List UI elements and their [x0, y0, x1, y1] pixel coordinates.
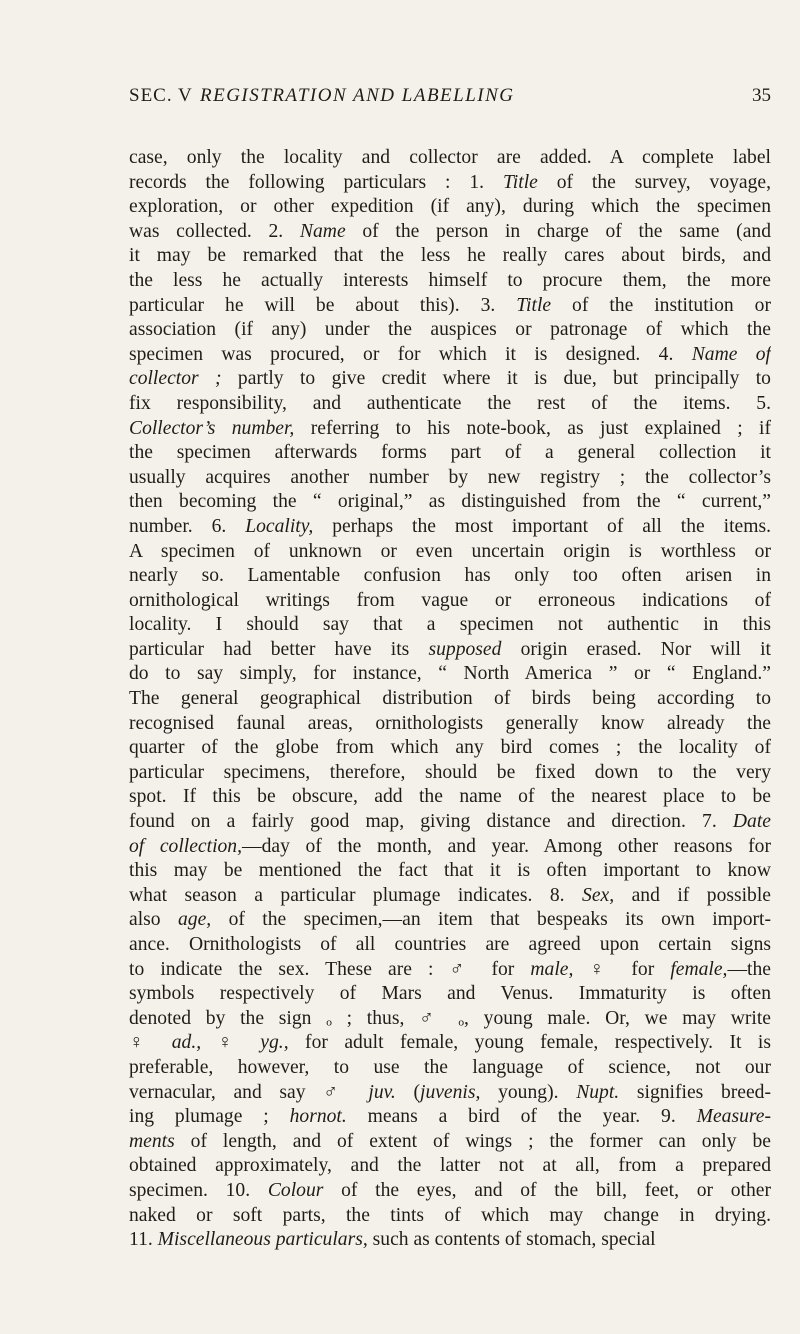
text-line — [129, 564, 771, 589]
text-run: for adult female, young female, respectively. It is — [288, 1032, 771, 1054]
text-run: the specimen afterwards forms part of a general collection it — [129, 442, 771, 464]
text-run: and if possible — [614, 884, 771, 906]
text-run: young). — [480, 1081, 577, 1103]
text-line — [129, 638, 771, 663]
text-run: preferable, however, to use the language of science, not our — [129, 1056, 771, 1078]
text-run: A specimen of unknown or even uncertain origin is worthless or — [129, 540, 771, 562]
text-line — [129, 662, 771, 687]
text-line — [129, 1154, 771, 1179]
text-line — [129, 736, 771, 761]
text-run: specimen was procured, or for which it is designed. 4. — [129, 343, 692, 365]
text-line — [129, 589, 771, 614]
text-line — [129, 1204, 771, 1229]
running-head — [129, 82, 771, 110]
text-run: the less he actually interests himself to procure them, the more — [129, 269, 771, 291]
text-run: such as contents of stomach, special — [367, 1229, 656, 1251]
italic-text: Date — [732, 811, 771, 833]
text-run: fix responsibility, and authenticate the rest of the items. 5. — [129, 392, 771, 414]
text-run: 11. — [129, 1229, 158, 1251]
text-line — [129, 318, 771, 343]
text-run: also — [129, 909, 178, 931]
text-run: ing plumage ; — [129, 1106, 290, 1128]
text-run: of the survey, voyage, — [537, 171, 771, 193]
text-line — [129, 712, 771, 737]
italic-text: yg., — [260, 1032, 289, 1054]
text-line — [129, 958, 771, 983]
text-run: locality. I should say that a specimen not authentic in this — [129, 614, 771, 636]
text-run: naked or soft parts, the tints of which may change in drying. — [129, 1204, 771, 1226]
italic-text: Colour — [267, 1179, 324, 1201]
text-line — [129, 1228, 771, 1253]
text-run: what season a particular plumage indicates. 8. — [129, 884, 583, 906]
text-line — [129, 244, 771, 269]
italic-text: juvenis, — [420, 1081, 481, 1103]
text-run: particular had better have its — [129, 638, 429, 660]
text-run: signifies breed- — [619, 1081, 771, 1103]
italic-text: Sex, — [582, 884, 615, 906]
text-run: vernacular, and say ♂ — [129, 1081, 369, 1103]
text-line — [129, 417, 771, 442]
text-run: case, only the locality and collector are added. A complete label — [129, 147, 771, 168]
text-run: obtained approximately, and the latter not at all, from a prepared — [129, 1155, 771, 1177]
text-run: nearly so. Lamentable confusion has only too often arisen in — [129, 565, 771, 587]
text-line — [129, 613, 771, 638]
text-run: specimen. 10. — [129, 1179, 268, 1201]
text-line — [129, 835, 771, 860]
italic-text: of collection, — [129, 835, 243, 857]
text-line — [129, 441, 771, 466]
text-run: denoted by the sign ₒ ; thus, ♂ ₒ, young male. Or, we may write — [129, 1007, 771, 1029]
page-number: 35 — [752, 85, 771, 106]
italic-text: male, — [530, 958, 574, 980]
text-line — [129, 1007, 771, 1032]
text-line — [129, 269, 771, 294]
italic-text: Collector’s number, — [129, 417, 295, 439]
text-run: do to say simply, for instance, “ North America ” or “ England.” — [129, 663, 771, 685]
text-line — [129, 1179, 771, 1204]
text-run: The general geographical distribution of birds being according to — [129, 688, 771, 710]
text-line — [129, 884, 771, 909]
text-run: referring to his note-book, as just explained ; if — [294, 417, 771, 439]
text-run: ♀ — [201, 1032, 261, 1054]
italic-text: juv. — [368, 1081, 396, 1103]
text-line — [129, 1081, 771, 1106]
text-line — [129, 908, 771, 933]
text-run: particular specimens, therefore, should be fixed down to the very — [129, 761, 771, 783]
text-run: usually acquires another number by new registry ; the collector’s — [129, 466, 771, 488]
text-line — [129, 466, 771, 491]
text-line — [129, 490, 771, 515]
italic-text: Nupt. — [576, 1081, 620, 1103]
italic-text: Locality, — [245, 515, 314, 537]
text-run: of the eyes, and of the bill, feet, or other — [323, 1179, 771, 1201]
text-run: particular he will be about this). 3. — [129, 294, 517, 316]
italic-text: supposed — [428, 638, 502, 660]
text-line — [129, 294, 771, 319]
text-run: perhaps the most important of all the items. — [313, 515, 771, 537]
text-line — [129, 392, 771, 417]
text-run: exploration, or other expedition (if any), during which the specimen — [129, 196, 771, 218]
text-run: origin erased. Nor will it — [501, 638, 771, 660]
text-run: this may be mentioned the fact that it is often important to know — [129, 860, 771, 882]
text-line — [129, 761, 771, 786]
text-line — [129, 982, 771, 1007]
text-line — [129, 146, 771, 171]
text-line — [129, 220, 771, 245]
text-line — [129, 515, 771, 540]
text-line — [129, 687, 771, 712]
text-run: of the institution or — [551, 294, 771, 316]
text-run: symbols respectively of Mars and Venus. Immaturity is often — [129, 983, 771, 1005]
chapter-title: REGISTRATION AND LABELLING — [200, 85, 515, 106]
text-run: found on a fairly good map, giving distance and direction. 7. — [129, 811, 733, 833]
text-line — [129, 1056, 771, 1081]
italic-text: collector ; — [129, 368, 222, 390]
text-line — [129, 1105, 771, 1130]
text-line — [129, 195, 771, 220]
text-run: to indicate the sex. These are : ♂ for — [129, 958, 531, 980]
italic-text: age, — [177, 909, 212, 931]
italic-text: Title — [516, 294, 552, 316]
text-run: records the following particulars : 1. — [129, 171, 503, 193]
italic-text: ments — [129, 1130, 175, 1152]
italic-text: Measure- — [696, 1106, 771, 1128]
text-run: ♀ — [129, 1032, 172, 1054]
text-run: it may be remarked that the less he really cares about birds, and — [129, 245, 771, 267]
text-line — [129, 367, 771, 392]
body-text — [129, 146, 771, 1286]
text-run: recognised faunal areas, ornithologists generally know already the — [129, 712, 771, 734]
text-run: number. 6. — [129, 515, 246, 537]
text-run: ( — [395, 1081, 420, 1103]
text-run: of the person in charge of the same (and — [345, 220, 771, 242]
text-line — [129, 343, 771, 368]
text-line — [129, 810, 771, 835]
text-run: partly to give credit where it is due, but principally to — [221, 368, 771, 390]
text-run: means a bird of the year. 9. — [346, 1106, 697, 1128]
text-run: —the — [727, 958, 771, 980]
text-run: ♀ for — [573, 958, 671, 980]
text-line — [129, 171, 771, 196]
text-run: then becoming the “ original,” as distinguished from the “ current,” — [129, 491, 771, 513]
text-run: association (if any) under the auspices or patronage of which the — [129, 319, 771, 341]
text-run: ornithological writings from vague or erroneous indications of — [129, 589, 771, 611]
text-run: quarter of the globe from which any bird comes ; the locality of — [129, 737, 771, 759]
text-run: was collected. 2. — [129, 220, 300, 242]
text-line — [129, 540, 771, 565]
text-line — [129, 1130, 771, 1155]
section-label: SEC. V — [129, 85, 193, 106]
italic-text: Miscellaneous particulars, — [157, 1229, 368, 1251]
text-run: of length, and of extent of wings ; the former can only be — [174, 1130, 771, 1152]
italic-text: ad., — [171, 1032, 202, 1054]
italic-text: Name — [299, 220, 346, 242]
italic-text: female, — [670, 958, 728, 980]
text-line — [129, 1031, 771, 1056]
text-line — [129, 933, 771, 958]
italic-text: Title — [502, 171, 538, 193]
text-run: ance. Ornithologists of all countries are agreed upon certain signs — [129, 934, 771, 955]
italic-text: hornot. — [289, 1106, 347, 1128]
text-run: —day of the month, and year. Among other reasons for — [242, 835, 771, 857]
text-line — [129, 785, 771, 810]
text-run: of the specimen,—an item that bespeaks its own import- — [211, 909, 771, 931]
text-run: spot. If this be obscure, add the name of the nearest place to be — [129, 786, 771, 808]
text-line — [129, 859, 771, 884]
italic-text: Name of — [691, 343, 771, 365]
